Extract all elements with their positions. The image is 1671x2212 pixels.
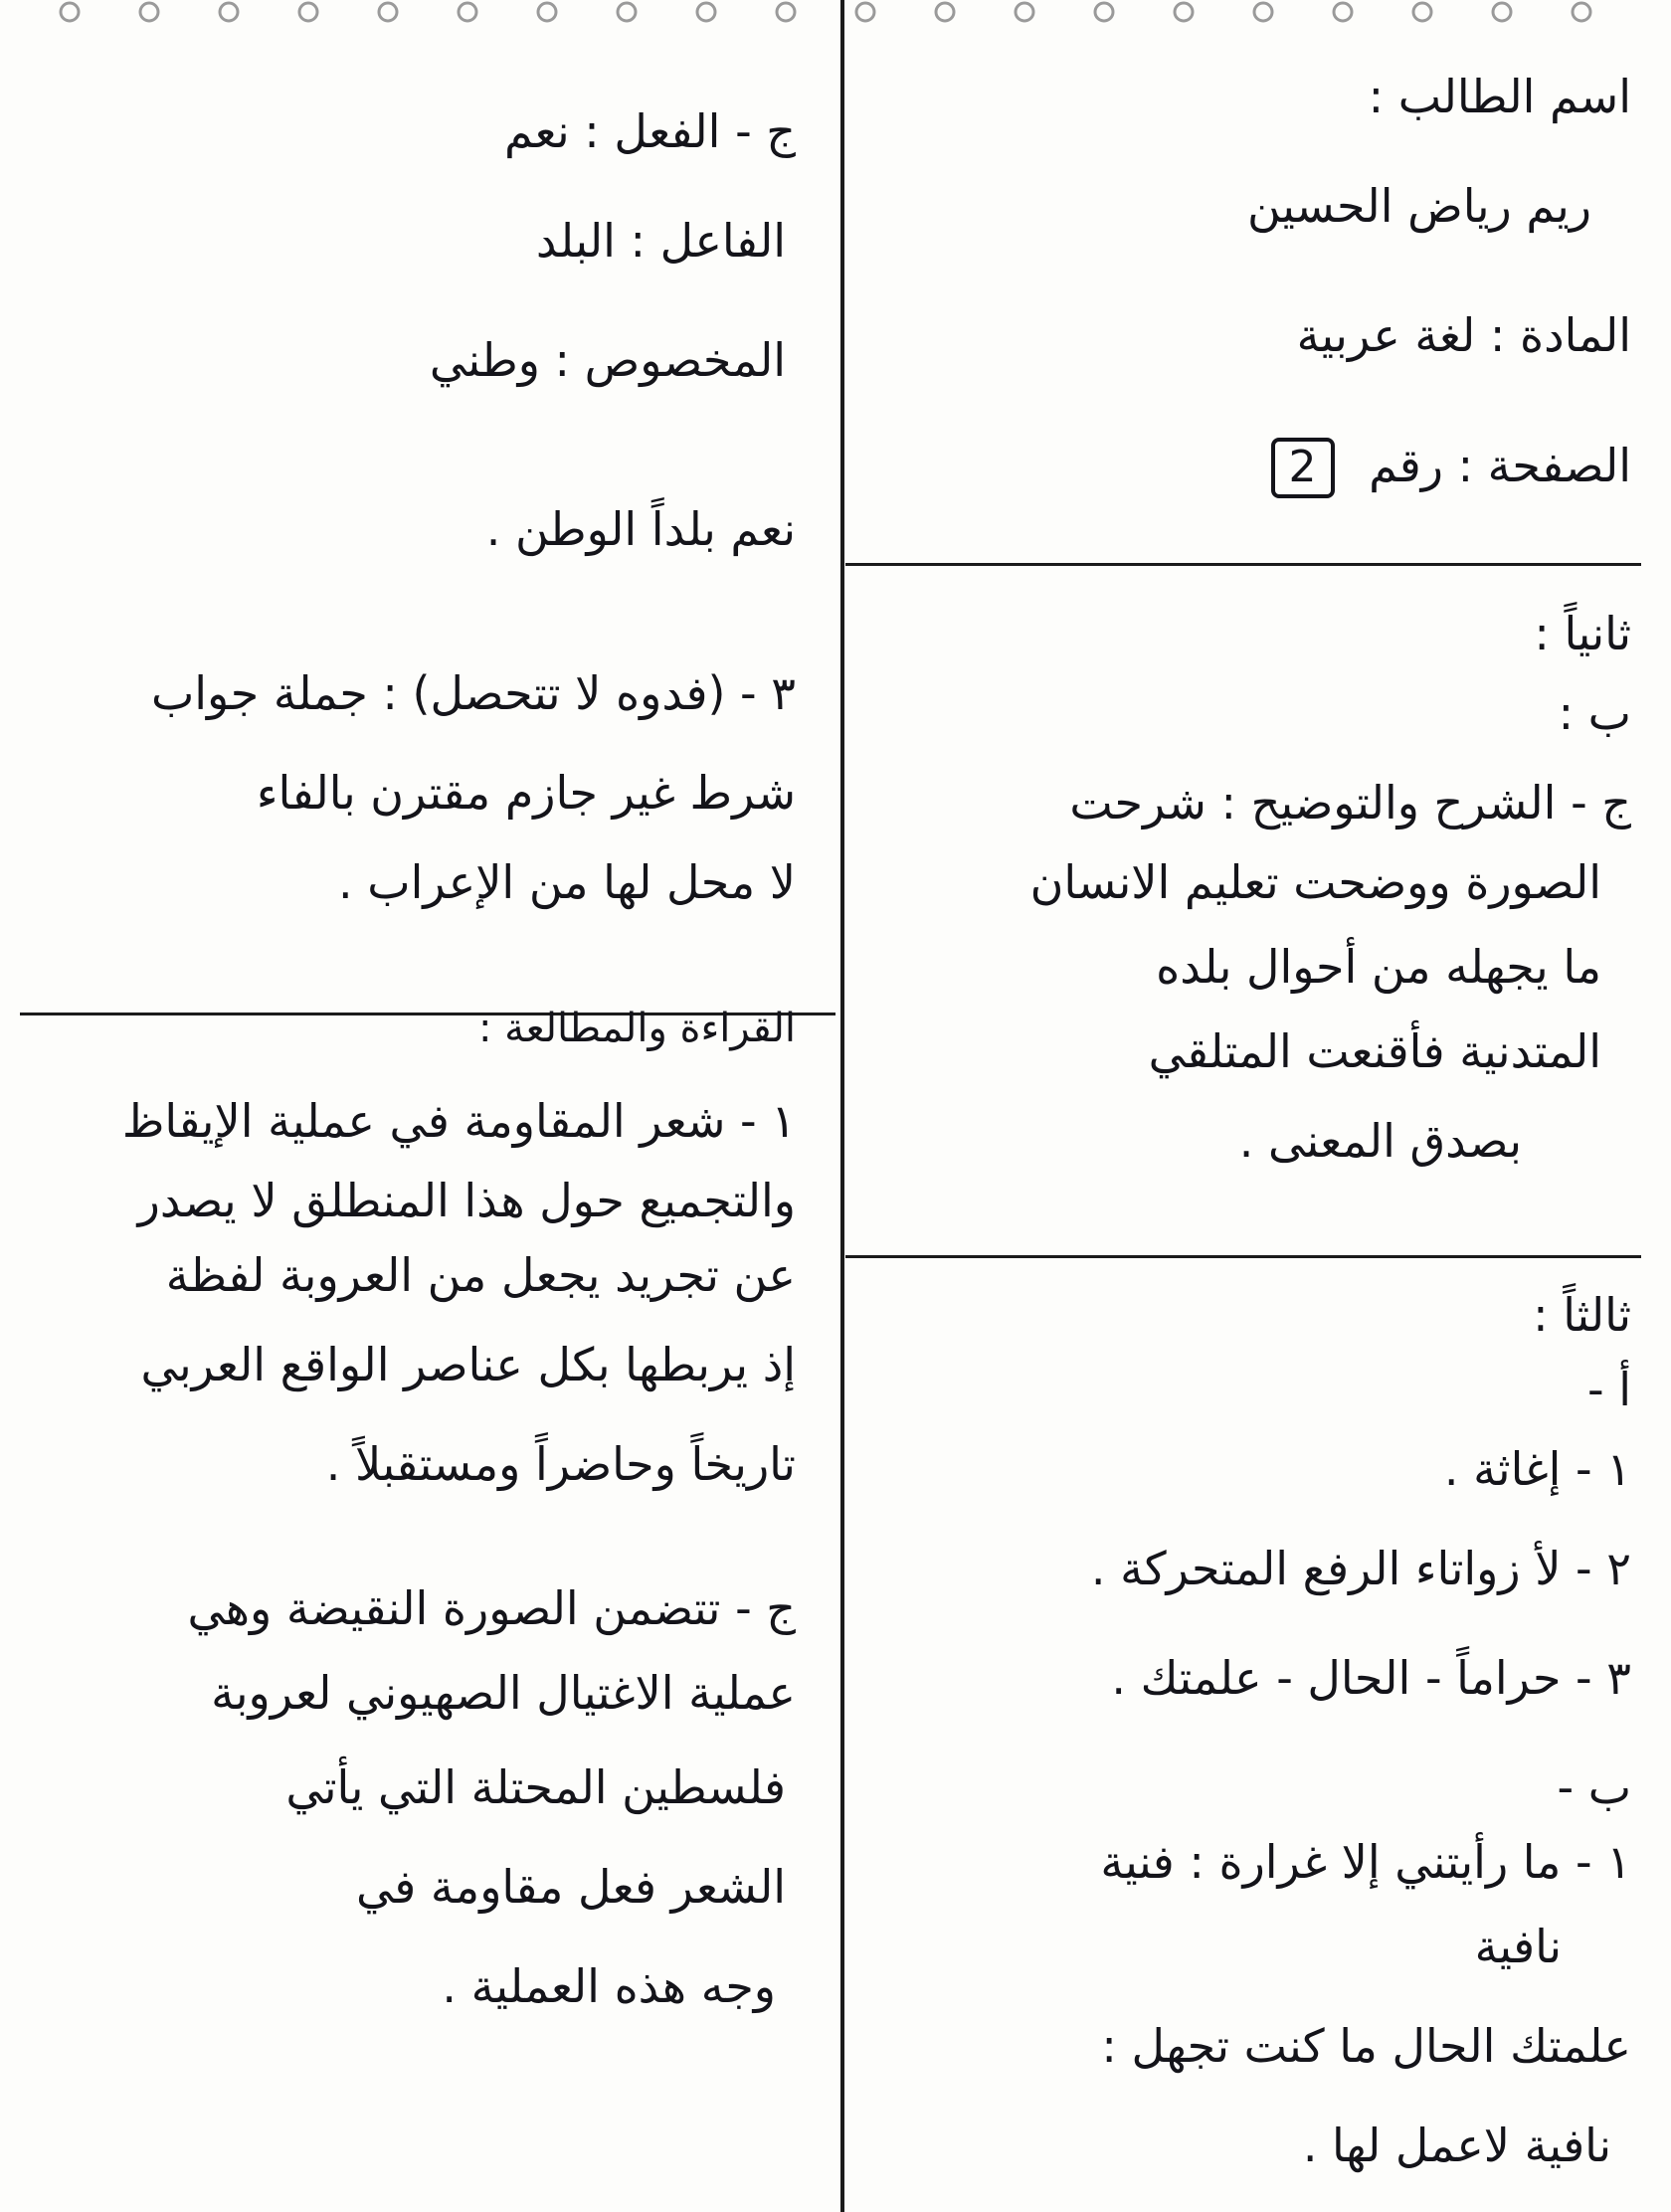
section-2-line: ج - الشرح والتوضيح : شرحت bbox=[1069, 776, 1631, 830]
grammar-line: ج - الفعل : نعم bbox=[504, 104, 796, 158]
s3-line: لا محل لها من الإعراب . bbox=[338, 855, 796, 909]
reading-item2-line: فلسطين المحتلة التي يأتي bbox=[285, 1760, 786, 1814]
reading-item1-line: عن تجريد يجعل من العروبة لفظة bbox=[165, 1248, 796, 1302]
reading-item1-line: تاريخاً وحاضراً ومستقبلاً . bbox=[325, 1437, 796, 1491]
reading-heading: القراءة والمطالعة : bbox=[477, 1006, 796, 1051]
grammar-line: نعم بلداً الوطن . bbox=[485, 502, 796, 556]
page-number-box: 2 bbox=[1271, 438, 1335, 498]
reading-item1-line: والتجميع حول هذا المنطلق لا يصدر bbox=[137, 1174, 796, 1227]
page-label: الصفحة : رقم bbox=[1369, 439, 1631, 492]
center-divider bbox=[840, 0, 844, 2212]
right-divider-2 bbox=[845, 1255, 1641, 1258]
section-2-line: بصدق المعنى . bbox=[1238, 1114, 1522, 1168]
section-2-line: ما يجهله من أحوال بلده bbox=[1156, 940, 1601, 994]
student-name: ريم رياض الحسين bbox=[1247, 179, 1591, 233]
section-2-b: ب : bbox=[1558, 686, 1631, 740]
section-3-heading: ثالثاً : bbox=[1533, 1288, 1631, 1342]
reading-item2-line: عملية الاغتيال الصهيوني لعروبة bbox=[211, 1666, 796, 1720]
reading-item2-line: الشعر فعل مقاومة في bbox=[355, 1860, 786, 1914]
reading-item2-line: وجه هذه العملية . bbox=[442, 1959, 776, 2013]
page-line bbox=[1271, 438, 1632, 498]
right-divider-1 bbox=[845, 563, 1641, 566]
section-2-heading: ثانياً : bbox=[1534, 607, 1631, 660]
section-2-line: الصورة ووضحت تعليم الانسان bbox=[1029, 855, 1601, 909]
section-3-b-line: ١ - ما رأيتني إلا غرارة : فنية bbox=[1100, 1835, 1631, 1889]
s3-line: ٣ - (فدوه لا تتحصل) : جملة جواب bbox=[150, 666, 796, 720]
section-3-a: أ - bbox=[1586, 1363, 1631, 1416]
s3-line: شرط غير جازم مقترن بالفاء bbox=[256, 766, 796, 820]
section-2-line: المتدنية فأقنعت المتلقي bbox=[1148, 1024, 1601, 1078]
student-label: اسم الطالب : bbox=[1368, 70, 1631, 123]
section-3-item: ٢ - لأ زواتاء الرفع المتحركة . bbox=[1090, 1542, 1631, 1595]
section-3-b-line: نافية bbox=[1474, 1920, 1562, 1973]
reading-item1-line: ١ - شعر المقاومة في عملية الإيقاظ bbox=[121, 1094, 796, 1148]
subject-line: المادة : لغة عربية bbox=[1296, 308, 1631, 362]
grammar-line: المخصوص : وطني bbox=[429, 333, 786, 387]
section-3-b: ب - bbox=[1557, 1760, 1631, 1814]
section-3-item: ١ - إغاثة . bbox=[1443, 1442, 1631, 1496]
reading-item2-line: ج - تتضمن الصورة النقيضة وهي bbox=[187, 1581, 796, 1635]
spiral-binding bbox=[0, 0, 1671, 40]
section-3-b-line: نافية لاعمل لها . bbox=[1302, 2119, 1611, 2172]
reading-item1-line: إذ يربطها بكل عناصر الواقع العربي bbox=[140, 1338, 796, 1391]
section-3-b-line: علمتك الحال ما كنت تجهل : bbox=[1101, 2019, 1631, 2073]
grammar-line: الفاعل : البلد bbox=[535, 214, 786, 268]
section-3-item: ٣ - حراماً - الحال - علمتك . bbox=[1111, 1651, 1631, 1705]
